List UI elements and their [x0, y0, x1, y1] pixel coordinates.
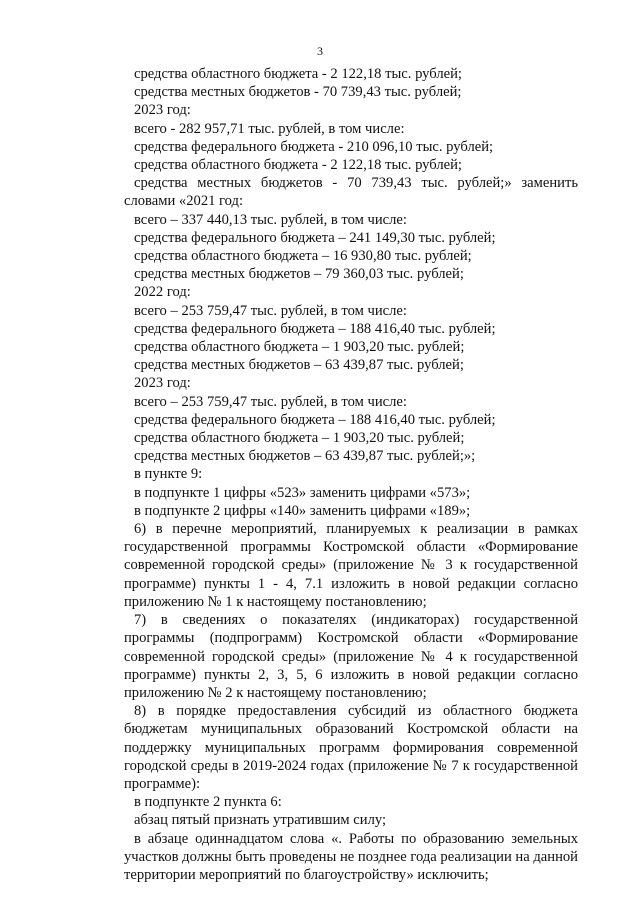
text-line: программе): [124, 775, 201, 792]
text-line: средства федерального бюджета - 210 096,10 тыс. рублей; [134, 138, 494, 155]
text-line: городской среды в 2019-2024 годах (приложение № 7 к государственной [124, 757, 578, 774]
document-body [124, 65, 578, 884]
text-line: средства областного бюджета – 1 903,20 тыс. рублей; [134, 430, 465, 447]
text-line: участков должны быть проведены не позднее года реализации на данной [124, 848, 578, 865]
page-number: 3 [317, 44, 323, 58]
text-line: средства местных бюджетов – 63 439,87 тыс. рублей; [134, 357, 464, 374]
text-line: в абзаце одиннадцатом слова «. Работы по образованию земельных [134, 830, 578, 847]
text-line: словами «2021 год: [124, 193, 244, 210]
text-line: в пункте 9: [134, 466, 203, 483]
text-line: средства местных бюджетов - 70 739,43 тыс. рублей;» заменить [134, 175, 578, 192]
text-line: 8) в порядке предоставления субсидий из областного бюджета [134, 703, 578, 720]
text-line: 2023 год: [134, 375, 191, 392]
text-line: территории мероприятий по благоустройству» исключить; [124, 866, 489, 883]
text-line: бюджетам муниципальных образований Костромской области на [124, 721, 578, 738]
text-line: всего – 253 759,47 тыс. рублей, в том числе: [134, 393, 407, 410]
text-line: средства областного бюджета - 2 122,18 тыс. рублей; [134, 66, 462, 82]
text-line: средства местных бюджетов – 79 360,03 тыс. рублей; [134, 266, 464, 283]
text-line: всего – 337 440,13 тыс. рублей, в том числе: [134, 211, 407, 228]
text-line: 6) в перечне мероприятий, планируемых к реализации в рамках [134, 521, 578, 538]
text-line: средства областного бюджета – 1 903,20 тыс. рублей; [134, 339, 465, 356]
text-line: программе) пункты 1 - 4, 7.1 изложить в новой редакции согласно [124, 575, 578, 592]
text-line: современной городской среды» (приложение № 4 к государственной [124, 648, 578, 665]
text-line: средства областного бюджета – 16 930,80 тыс. рублей; [134, 248, 472, 265]
text-line: поддержку муниципальных программ формирования современной [124, 739, 578, 756]
text-line: приложению № 2 к настоящему постановлению; [124, 684, 427, 701]
text-line: в подпункте 2 цифры «140» заменить цифрами «189»; [134, 502, 471, 519]
text-line: 7) в сведениях о показателях (индикаторах) государственной [134, 612, 578, 629]
text-line: программе) пункты 2, 3, 5, 6 изложить в новой редакции согласно [124, 666, 578, 683]
text-line: современной городской среды» (приложение № 3 к государственной [124, 557, 578, 574]
text-line: средства областного бюджета - 2 122,18 тыс. рублей; [134, 157, 462, 174]
text-line: государственной программы Костромской области «Формирование [124, 539, 578, 556]
text-line: всего - 282 957,71 тыс. рублей, в том числе: [134, 120, 405, 137]
text-line: абзац пятый признать утратившим силу; [134, 812, 387, 829]
text-line: приложению № 1 к настоящему постановлению; [124, 593, 427, 610]
text-line: в подпункте 1 цифры «523» заменить цифрами «573»; [134, 484, 471, 501]
text-line: в подпункте 2 пункта 6: [134, 794, 282, 811]
text-line: 2023 год: [134, 102, 191, 119]
text-line: средства федерального бюджета – 241 149,30 тыс. рублей; [134, 229, 496, 246]
text-line: программы (подпрограмм) Костромской области «Формирование [124, 630, 578, 647]
text-line: средства местных бюджетов - 70 739,43 тыс. рублей; [134, 84, 462, 101]
text-line: всего – 253 759,47 тыс. рублей, в том числе: [134, 302, 407, 319]
text-line: средства федерального бюджета – 188 416,40 тыс. рублей; [134, 320, 496, 337]
text-line: средства федерального бюджета – 188 416,40 тыс. рублей; [134, 411, 496, 428]
text-line: средства местных бюджетов – 63 439,87 тыс. рублей;»; [134, 448, 476, 465]
text-line: 2022 год: [134, 284, 191, 301]
